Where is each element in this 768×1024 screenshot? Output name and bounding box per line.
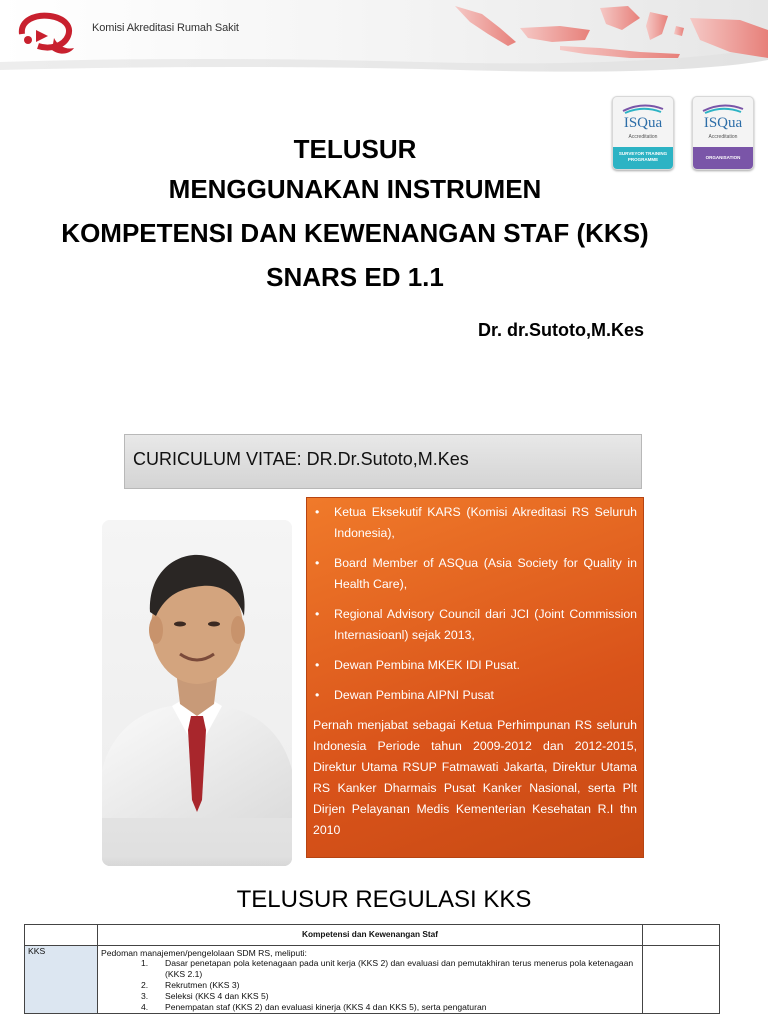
bullet-icon: • xyxy=(315,658,320,672)
item-text: Rekrutmen (KKS 3) xyxy=(165,980,240,990)
cv-bullet xyxy=(313,604,637,646)
title-line-3: KOMPETENSI DAN KEWENANGAN STAF (KKS) xyxy=(61,218,649,248)
cv-bullet xyxy=(313,502,637,544)
table-header-cell: Kompetensi dan Kewenangan Staf xyxy=(98,925,643,946)
row-content-cell xyxy=(98,946,643,1014)
slide-title: TELUSUR REGULASI KKS xyxy=(236,886,532,913)
title-line-1: TELUSUR xyxy=(293,134,417,164)
table-header-cell xyxy=(643,925,720,946)
cv-bullet-text: Regional Advisory Council dari JCI (Joint Commission Internasioanl) sejak 2013, xyxy=(334,607,637,642)
bullet-icon: • xyxy=(315,688,320,702)
badge-logo-text: ISQua xyxy=(623,115,663,131)
cv-paragraph: Pernah menjabat sebagai Ketua Perhimpunan RS seluruh Indonesia Periode tahun 2009-2012 dan 2012-2015, Direktur Utama RSUP Fatmawati Jakarta, Direktur Utama RS Kanker Dharmais Pusat Kanker Nasional, serta Plt Dirjen Pelayanan Medis Kementerian Kesehatan R.I thn 2010 xyxy=(313,718,637,837)
table-header-cell xyxy=(25,925,98,946)
badge-subtitle: Accreditation xyxy=(708,134,738,140)
author-name: Dr. dr.Sutoto,M.Kes xyxy=(477,320,644,340)
cv-bullet-text: Dewan Pembina AIPNI Pusat xyxy=(334,688,494,702)
item-number: 4. xyxy=(141,1002,149,1012)
row-intro: Pedoman manajemen/pengelolaan SDM RS, meliputi: xyxy=(101,948,307,958)
cv-title: CURICULUM VITAE: DR.Dr.Sutoto,M.Kes xyxy=(133,449,469,469)
table-header-row xyxy=(25,925,720,946)
kks-table xyxy=(24,924,720,1014)
cv-bullet xyxy=(313,655,637,676)
table-row xyxy=(25,946,720,1014)
list-item xyxy=(101,991,639,1002)
cv-bullet-text: Dewan Pembina MKEK IDI Pusat. xyxy=(334,658,520,672)
row-notes-cell xyxy=(643,946,720,1014)
badge-program-line1: SURVEYOR TRAINING xyxy=(618,151,668,156)
wave-icon xyxy=(693,101,753,115)
brand-name: Komisi Akreditasi Rumah Sakit xyxy=(92,22,239,34)
regulation-slide xyxy=(0,870,768,1024)
cv-details-panel xyxy=(306,497,644,858)
title-line-4: SNARS ED 1.1 xyxy=(266,262,444,292)
badge-program-line1: ORGANISATION xyxy=(705,155,741,160)
kars-logo xyxy=(14,12,78,56)
portrait-photo xyxy=(102,520,292,866)
cv-bullet xyxy=(313,553,637,595)
list-item xyxy=(101,980,639,991)
map-banner xyxy=(0,0,768,86)
cv-header xyxy=(124,434,642,489)
cv-bullet xyxy=(313,685,637,706)
item-number: 3. xyxy=(141,991,149,1001)
badge-subtitle: Accreditation xyxy=(628,134,658,140)
title-slide xyxy=(0,0,768,408)
badge-logo-text: ISQua xyxy=(703,115,743,131)
item-list xyxy=(101,958,639,1013)
bullet-icon: • xyxy=(315,607,320,621)
cv-bullet-list xyxy=(313,502,637,706)
bullet-icon: • xyxy=(315,556,320,570)
item-text: Dasar penetapan pola ketenagaan pada unit kerja (KKS 2) dan evaluasi dan pemutakhiran terus menerus pola ketenagaan (KKS 2.1) xyxy=(165,958,634,979)
cv-bullet-text: Board Member of ASQua (Asia Society for Quality in Health Care), xyxy=(334,556,637,591)
title-line-2: MENGGUNAKAN INSTRUMEN xyxy=(168,174,542,204)
badge-program-line2: PROGRAMME xyxy=(627,157,659,162)
list-item xyxy=(101,1002,639,1013)
row-label-cell: KKS xyxy=(25,946,98,1014)
cv-bullet-text: Ketua Eksekutif KARS (Komisi Akreditasi RS Seluruh Indonesia), xyxy=(334,505,637,540)
bullet-icon: • xyxy=(315,505,320,519)
item-number: 1. xyxy=(141,958,149,968)
cv-slide xyxy=(0,410,768,868)
wave-icon xyxy=(613,101,673,115)
list-item xyxy=(101,958,639,980)
item-number: 2. xyxy=(141,980,149,990)
item-text: Seleksi (KKS 4 dan KKS 5) xyxy=(165,991,269,1001)
item-text: Penempatan staf (KKS 2) dan evaluasi kinerja (KKS 4 dan KKS 5), serta pengaturan xyxy=(165,1002,487,1012)
